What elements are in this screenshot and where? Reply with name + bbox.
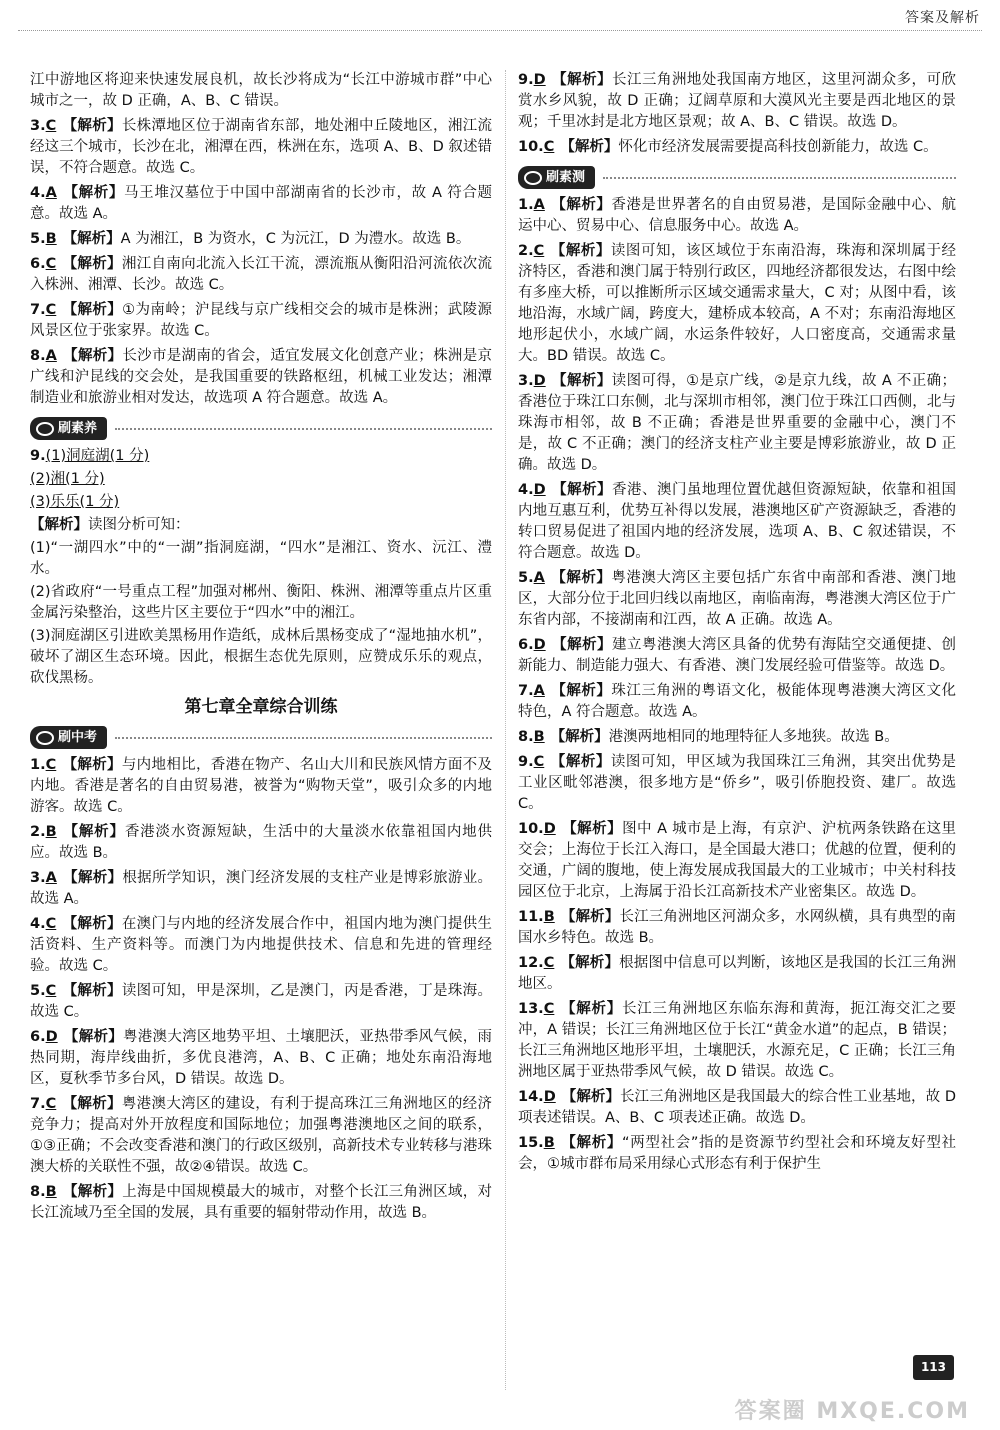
question-number: 2.: [518, 243, 534, 259]
answer-letter: D: [533, 637, 546, 653]
analysis-tag: 【解析】: [62, 983, 122, 999]
section-bar-suyang: [30, 417, 492, 440]
answer-list-b: [30, 755, 492, 1224]
question-number: 6.: [518, 637, 534, 653]
analysis-tag: 【解析】: [560, 909, 620, 925]
book-icon: [36, 422, 54, 436]
answer-letter: D: [543, 1089, 556, 1105]
answer-list-c: [518, 70, 956, 158]
answer-item: [30, 254, 492, 296]
answer-letter: B: [543, 909, 555, 925]
chapter-title: 第七章全章综合训练: [184, 697, 338, 717]
answer-letter: A: [45, 185, 57, 201]
answer-item: [30, 755, 492, 818]
answer-item: [30, 1027, 492, 1090]
answer-letter: C: [543, 139, 555, 155]
answer-item: [30, 229, 492, 250]
analysis-text: A 为湘江，B 为资水，C 为沅江，D 为澧水。故选 B。: [120, 231, 471, 247]
answer-letter: C: [45, 916, 57, 932]
analysis-paragraph: (1)“一湖四水”中的“一湖”指洞庭湖，“四水”是湘江、资水、沅江、澧水。: [30, 540, 492, 577]
question-number: 6.: [30, 1029, 46, 1045]
analysis-text: 上海是中国规模最大的城市，对整个长江三角洲区域，对长江流域乃至全国的发展，具有重要的辐射带动作用，故选 B。: [30, 1184, 493, 1221]
answer-item: [518, 70, 956, 133]
analysis-tag: 【解析】: [550, 197, 612, 213]
answer-letter: A: [533, 683, 545, 699]
question-number: 9.: [30, 448, 46, 464]
answer-item: [518, 999, 956, 1083]
question-number: 6.: [30, 256, 46, 272]
answer-letter: D: [533, 373, 546, 389]
answer-item: [518, 241, 956, 367]
answer-item: [30, 914, 492, 977]
analysis-text: 长江三角洲地区是我国最大的综合性工业基地，故 D 项表述错误。A、B、C 项表述正确。故选 D。: [518, 1089, 956, 1126]
section-badge: [518, 166, 595, 189]
answer-item: [518, 480, 956, 564]
answer-item: [518, 635, 956, 677]
answer-item: [30, 183, 492, 225]
answer-letter: C: [543, 955, 555, 971]
answer-letter: D: [533, 482, 546, 498]
analysis-text: 港澳两地相同的地理特征人多地狭。故选 B。: [608, 729, 899, 745]
analysis-paragraph: (2)省政府“一号重点工程”加强对郴州、衡阳、株洲、湘潭等重点片区重金属污染整治，这些片区主要位于“四水”中的湘江。: [30, 584, 492, 621]
column-divider: [505, 70, 506, 1390]
section-label: 刷中考: [58, 730, 98, 745]
analysis-text: 长江三角洲地处我国南方地区，这里河湖众多，可欣赏水乡风貌，故 D 正确；辽阔草原和大漠风光主要是西北地区的景观；千里冰封是北方地区景观；故 A、B、C 错误。故选 D。: [518, 72, 957, 130]
section-dots: [115, 428, 492, 430]
question-number: 9.: [518, 72, 534, 88]
analysis-tag: 【解析】: [551, 373, 612, 389]
answer-item: [30, 1094, 492, 1178]
analysis-tag: 【解析】: [62, 231, 121, 247]
analysis-tag: 【解析】: [62, 870, 123, 886]
question-number: 8.: [30, 1184, 46, 1200]
answer-item: [518, 195, 956, 237]
analysis-text: 长江三角洲地区东临东海和黄海，扼江海交汇之要冲，A 错误；长江三角洲地区位于长江“黄金水道”的起点，B 错误；长江三角洲地区地形平坦，土壤肥沃，水源充足，C 正确；长江三角洲地区属于亚热带季风气候，故 D 错误。故选 C。: [518, 1001, 957, 1080]
analysis-tag: 【解析】: [550, 754, 611, 770]
book-icon: [524, 171, 542, 185]
analysis-tag: 【解析】: [63, 1029, 124, 1045]
question-number: 2.: [30, 824, 46, 840]
question-number: 7.: [30, 1096, 46, 1112]
question-number: 15.: [518, 1135, 544, 1151]
analysis-tag: 【解析】: [62, 1184, 123, 1200]
analysis-paragraph: (3)洞庭湖区引进欧美黑杨用作造纸，成林后黑杨变成了“湿地抽水机”，破坏了湖区生态环境。因此，根据生态优先原则，应赞成乐乐的观点，砍伐黑杨。: [30, 628, 492, 686]
analysis-lead: 读图分析可知：: [88, 517, 190, 533]
answer-item: [518, 727, 956, 748]
analysis-text: 粤港澳大湾区主要包括广东省中南部和香港、澳门地区，大部分位于北回归线以南地区，南临南海，粤港澳大湾区位于广东省内部，不接湖南和江西，故 A 正确。故选 A。: [518, 570, 957, 628]
question-number: 8.: [30, 348, 46, 364]
answer-item: [30, 1182, 492, 1224]
analysis-text: 读图可得，①是京广线，②是京九线，故 A 不正确；香港位于珠江口东侧，北与深圳市相邻，澳门位于珠江口西侧，北与珠海市相邻，故 B 不正确；香港是世界重要的金融中心，澳门不是，故 C 不正确；澳门的经济支柱产业主要是博彩旅游业，故 D 正确。故选 D。: [518, 373, 957, 473]
answer-letter: B: [543, 1135, 555, 1151]
analysis-text: 读图可知，该区域位于东南沿海，珠海和深圳属于经济特区，香港和澳门属于特别行政区，四地经济都很发达，右图中绘有多座大桥，可以推断所示区域交通需求量大，C 对；从图中看，该地沿海，水域广阔，跨度大，建桥成本较高，A 不对；东南沿海地区地形起伏小，水域广阔，水运条件较好，人口密度高，交通需求量大。BD 错误。故选 C。: [518, 243, 957, 364]
answer-item: [518, 137, 956, 158]
analysis-text: 长江三角洲地区河湖众多，水网纵横，具有典型的南国水乡特色。故选 B。: [518, 909, 957, 946]
answer-item: [30, 822, 492, 864]
analysis-text: 长株潭地区位于湖南省东部，地处湘中丘陵地区，湘江流经这三个城市，长沙在北，湘潭在西，株洲在东，选项 A、B、D 叙述错误，不符合题意。故选 C。: [30, 118, 492, 176]
section-bar-suce: [518, 166, 956, 189]
analysis-tag: 【解析】: [551, 482, 613, 498]
question-number: 9.: [518, 754, 534, 770]
answer-letter: B: [45, 231, 57, 247]
analysis-text: 珠江三角洲的粤语文化，极能体现粤港澳大湾区文化特色，A 符合题意。故选 A。: [518, 683, 957, 720]
section-dots: [603, 177, 956, 179]
analysis-tag: 【解析】: [62, 302, 123, 318]
intro-paragraph: 江中游地区将迎来快速发展良机，故长沙将成为“长江中游城市群”中心城市之一，故 D 正确，A、B、C 错误。: [30, 72, 492, 109]
analysis-text: “两型社会”指的是资源节约型社会和环境友好型社会，①城市群布局采用绿心式形态有利于保护生: [518, 1135, 956, 1172]
analysis-tag: 【解析】: [62, 185, 125, 201]
analysis-tag: 【解析】: [551, 72, 613, 88]
question-number: 1.: [30, 757, 46, 773]
question-number: 4.: [30, 185, 46, 201]
answer-letter: C: [45, 118, 57, 134]
answer-letter: C: [45, 983, 57, 999]
analysis-text: 马王堆汉墓位于中国中部湖南省的长沙市，故 A 符合题意。故选 A。: [30, 185, 493, 222]
answer-letter: B: [533, 729, 545, 745]
answer-letter: A: [533, 197, 545, 213]
analysis-text: 粤港澳大湾区地势平坦、土壤肥沃，亚热带季风气候，雨热同期，海岸线曲折，多优良港湾，A、B、C 正确；地处东南沿海地区，夏秋季节多台风，D 错误。故选 D。: [30, 1029, 493, 1087]
analysis-text: 读图可知，甲区域为我国珠江三角洲，其突出优势是工业区毗邻港澳，很多地方是“侨乡”，吸引侨胞投资、建厂。故选 C。: [518, 754, 957, 812]
answer-letter: B: [45, 1184, 57, 1200]
analysis-tag: 【解析】: [560, 139, 619, 155]
analysis-tag: 【解析】: [550, 729, 609, 745]
question-number: 7.: [518, 683, 534, 699]
analysis-tag: 【解析】: [62, 348, 123, 364]
answer-letter: C: [45, 256, 57, 272]
analysis-text: 怀化市经济发展需要提高科技创新能力，故选 C。: [618, 139, 938, 155]
analysis-text: 与内地相比，香港在物产、名山大川和民族风情方面不及内地。香港是著名的自由贸易港，被誉为“购物天堂”，吸引众多的内地游客。故选 C。: [30, 757, 492, 815]
analysis-text: 香港、澳门虽地理位置优越但资源短缺，依靠和祖国内地互惠互利，优势互补得以发展，港澳地区矿产资源缺乏，香港的转口贸易促进了祖国内地的经济发展，选项 A、B、C 叙述错误，不符合题意。故选 D。: [518, 482, 957, 561]
analysis-tag: 【解析】: [550, 243, 611, 259]
analysis-tag: 【解析】: [62, 824, 125, 840]
left-column: [30, 70, 492, 1228]
answer-letter: C: [543, 1001, 555, 1017]
analysis-text: 根据图中信息可以判断，该地区是我国的长江三角洲地区。: [518, 955, 957, 992]
question-number: 13.: [518, 1001, 544, 1017]
sub-answer: (2)湘(1 分): [30, 471, 105, 487]
section-label: 刷素测: [546, 170, 586, 185]
sub-answer: (1)洞庭湖(1 分): [45, 448, 150, 464]
question-number: 4.: [518, 482, 534, 498]
analysis-text: 香港是世界著名的自由贸易港，是国际金融中心、航运中心、贸易中心、信息服务中心。故选 A。: [518, 197, 957, 234]
sub-answer: (3)乐乐(1 分): [30, 494, 120, 510]
answer-item: [518, 907, 956, 949]
page-number: 113: [913, 1355, 954, 1380]
answer-item: [518, 819, 956, 903]
question-number: 7.: [30, 302, 46, 318]
question-number: 5.: [30, 231, 46, 247]
answer-list-d: [518, 195, 956, 1175]
answer-item: [518, 1087, 956, 1129]
analysis-tag: 【解析】: [560, 1001, 622, 1017]
question-number: 4.: [30, 916, 46, 932]
book-icon: [36, 731, 54, 745]
answer-item: [30, 868, 492, 910]
analysis-tag: 【解析】: [30, 517, 88, 533]
answer-item: [518, 371, 956, 476]
analysis-text: 香港淡水资源短缺，生活中的大量淡水依靠祖国内地供应。故选 B。: [30, 824, 493, 861]
analysis-tag: 【解析】: [62, 1096, 122, 1112]
answer-item: [518, 681, 956, 723]
section-bar-zhongkao: [30, 726, 492, 749]
analysis-text: 图中 A 城市是上海，有京沪、沪杭两条铁路在这里交会；上海位于长江入海口，是全国最大港口；优越的位置，便利的交通，广阔的腹地，使上海发展成我国最大的工业城市；中关村科技园区位于北京，上海属于沿长江高新技术产业密集区。故选 D。: [518, 821, 957, 900]
analysis-tag: 【解析】: [62, 916, 122, 932]
question-number: 5.: [518, 570, 534, 586]
analysis-tag: 【解析】: [550, 570, 612, 586]
analysis-tag: 【解析】: [62, 118, 122, 134]
analysis-text: ①为南岭；沪昆线与京广线相交会的城市是株洲；武陵源风景区位于张家界。故选 C。: [30, 302, 493, 339]
answer-letter: C: [533, 754, 545, 770]
watermark: 答案圈 MXQE.COM: [734, 1399, 970, 1424]
answer-item: [518, 1133, 956, 1175]
answer-letter: B: [45, 824, 57, 840]
analysis-tag: 【解析】: [560, 955, 620, 971]
section-label: 刷素养: [58, 421, 98, 436]
question-number: 3.: [30, 870, 46, 886]
answer-item: [30, 300, 492, 342]
answer-letter: A: [533, 570, 545, 586]
answer-letter: A: [45, 870, 57, 886]
answer-letter: C: [45, 757, 57, 773]
question-number: 3.: [518, 373, 534, 389]
answer-letter: C: [45, 1096, 57, 1112]
question-number: 1.: [518, 197, 534, 213]
section-badge: [30, 726, 107, 749]
question-number: 10.: [518, 139, 544, 155]
answer-item: [518, 752, 956, 815]
analysis-text: 根据所学知识，澳门经济发展的支柱产业是博彩旅游业。故选 A。: [30, 870, 493, 907]
question-number: 5.: [30, 983, 46, 999]
answer-item: [518, 568, 956, 631]
analysis-text: 粤港澳大湾区的建设，有利于提高珠江三角洲地区的经济竞争力；提高对外开放程度和国际地位；加强粤港澳地区之间的联系，①③正确；不会改变香港和澳门的行政区级别，高新技术专业转移与港珠澳大桥的关联性不强，故②④错误。故选 C。: [30, 1096, 492, 1175]
question-number: 12.: [518, 955, 544, 971]
header-rule: [18, 30, 982, 31]
answer-letter: D: [543, 821, 556, 837]
analysis-tag: 【解析】: [551, 637, 613, 653]
section-dots: [115, 737, 492, 739]
analysis-text: 在澳门与内地的经济发展合作中，祖国内地为澳门提供生活资料、生产资料等。而澳门为内地提供技术、信息和先进的管理经验。故选 C。: [30, 916, 492, 974]
question-number: 11.: [518, 909, 544, 925]
right-column: [518, 70, 956, 1179]
analysis-tag: 【解析】: [62, 256, 122, 272]
answer-letter: D: [533, 72, 546, 88]
question-number: 14.: [518, 1089, 544, 1105]
analysis-text: 读图可知，甲是深圳，乙是澳门，丙是香港，丁是珠海。故选 C。: [30, 983, 492, 1020]
page-header: 答案及解析: [905, 10, 980, 26]
analysis-tag: 【解析】: [560, 1135, 623, 1151]
analysis-tag: 【解析】: [550, 683, 612, 699]
question-number: 8.: [518, 729, 534, 745]
answer-item: [518, 953, 956, 995]
answer-item: [30, 116, 492, 179]
answer-letter: C: [45, 302, 57, 318]
analysis-tag: 【解析】: [62, 757, 122, 773]
analysis-text: 长沙市是湖南的省会，适宜发展文化创意产业；株洲是京广线和沪昆线的交会处，是我国重要的铁路枢纽，机械工业发达；湘潭制造业和旅游业相对发达，故选项 A 符合题意。故选 A。: [30, 348, 493, 406]
answer-item: [30, 346, 492, 409]
question-number: 10.: [518, 821, 544, 837]
question-9: [30, 446, 492, 689]
analysis-text: 建立粤港澳大湾区具备的优势有海陆空交通便捷、创新能力、制造能力强大、有香港、澳门发展经验可借鉴等。故选 D。: [518, 637, 957, 674]
section-badge: [30, 417, 107, 440]
answer-letter: A: [45, 348, 57, 364]
question-number: 3.: [30, 118, 46, 134]
answer-letter: D: [45, 1029, 58, 1045]
analysis-text: 湘江自南向北流入长江干流，漂流瓶从衡阳沿河流依次流入株洲、湘潭、长沙。故选 C。: [30, 256, 492, 293]
answer-letter: C: [533, 243, 545, 259]
analysis-tag: 【解析】: [561, 1089, 620, 1105]
analysis-tag: 【解析】: [561, 821, 623, 837]
answer-list-a: [30, 116, 492, 409]
answer-item: [30, 981, 492, 1023]
